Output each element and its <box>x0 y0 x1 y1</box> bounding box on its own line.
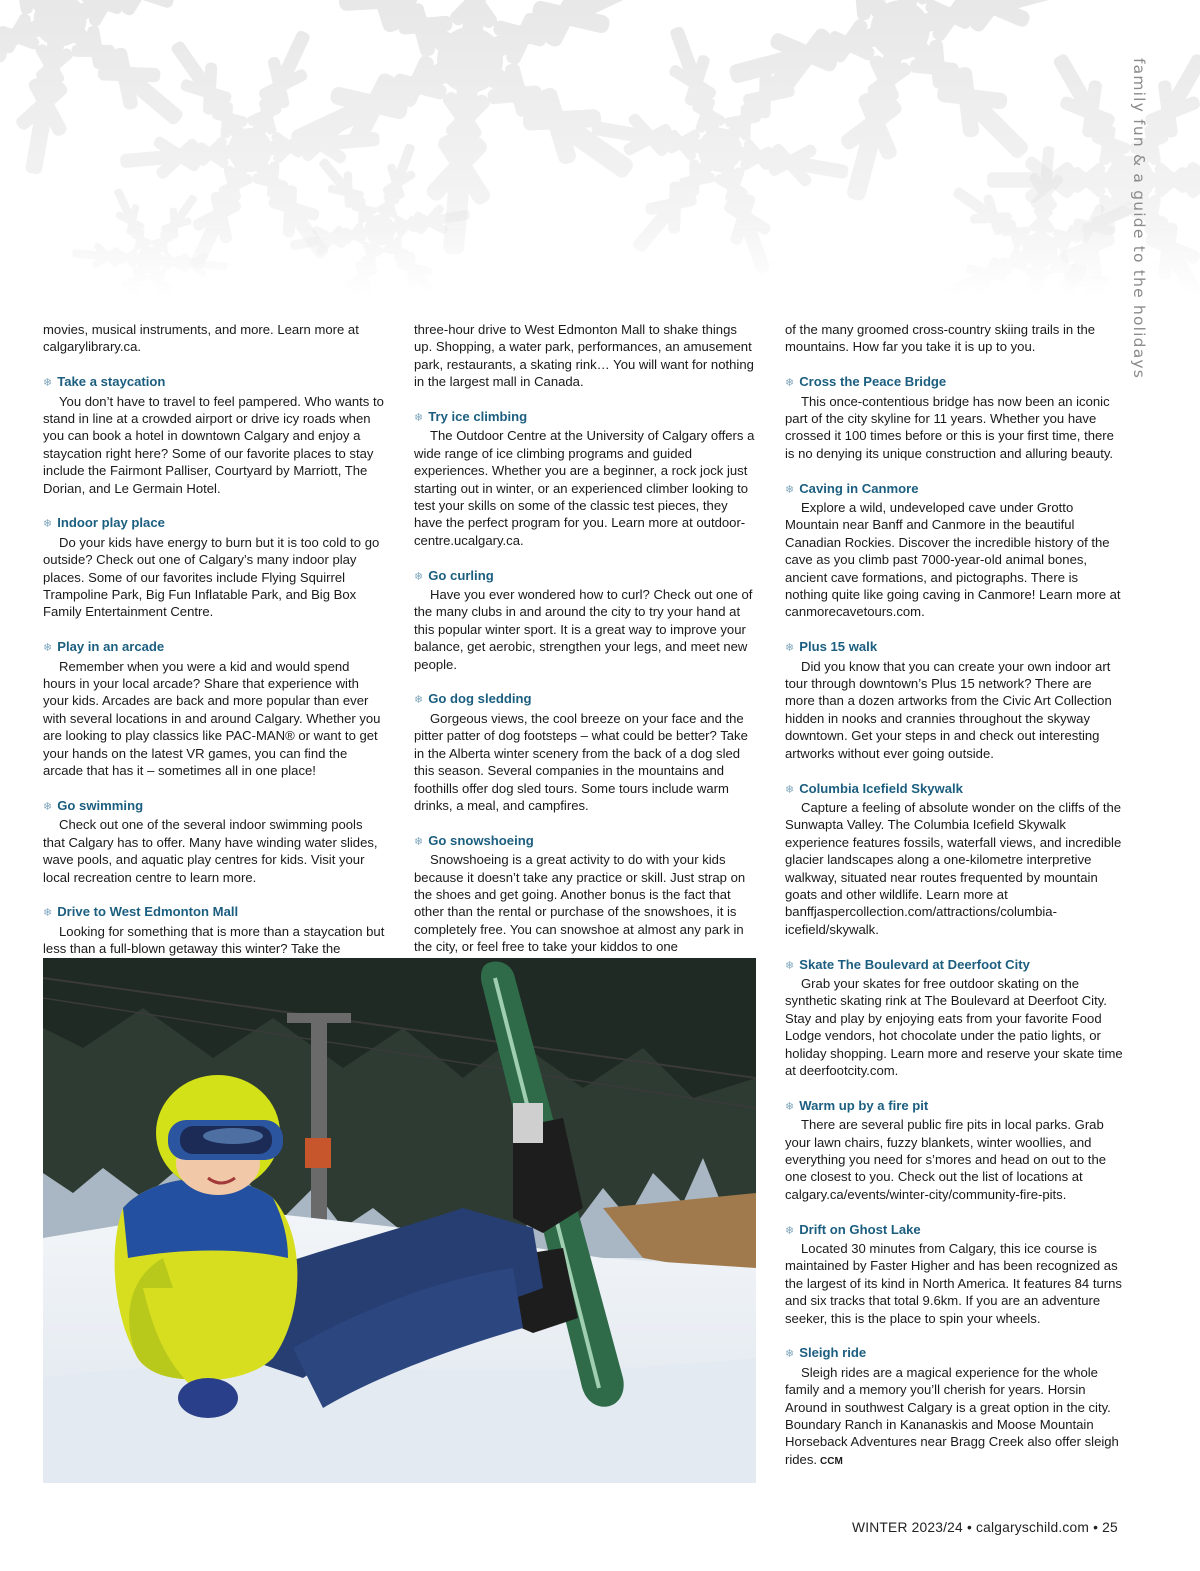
snowflake-icon: ❄ <box>785 642 795 655</box>
section-body: The Outdoor Centre at the University of Calgary offers a wide range of ice climbing programs and guided experiences. Whether you are a beginner, a rock jock just starting out in winter, or an experienced climber looking to test your skills on some of the classic test pieces, they have the perfect program for you. Learn more at outdoor-centre.ucalgary.ca. <box>414 428 755 548</box>
column-lead: of the many groomed cross-country skiing trails in the mountains. How far you take it is up to you. <box>785 322 1096 355</box>
snowboard-kid-photo <box>43 958 756 1483</box>
column-lead: three-hour drive to West Edmonton Mall to shake things up. Shopping, a water park, performances, an amusement park, restaurants, a skating rink… You will want for nothing in the largest mall in Canada. <box>414 322 754 390</box>
section-play-in-an-arcade <box>43 638 385 779</box>
snowflake-icon: ❄ <box>785 1224 795 1237</box>
snowflake-icon: ❄ <box>43 907 53 920</box>
section-drift-on-ghost-lake <box>785 1221 1123 1327</box>
snowflake-icon: ❄ <box>785 377 795 390</box>
section-go-swimming <box>43 797 385 886</box>
snowflake-icon: ❄ <box>43 377 53 390</box>
section-go-dog-sledding <box>414 690 756 814</box>
section-title: Sleigh ride <box>799 1345 867 1361</box>
section-title: Go dog sledding <box>428 691 532 707</box>
text-column-2 <box>414 321 756 956</box>
section-body: This once-contentious bridge has now been an iconic part of the city skyline for 11 years. Whether you have crossed it 100 times before or this is your first time, there is no denying its unique construction and alluring beauty. <box>785 393 1114 461</box>
section-title: Try ice climbing <box>428 409 528 425</box>
snowflake-icon: ❄ <box>414 694 424 707</box>
section-body: Did you know that you can create your own indoor art tour through downtown’s Plus 15 network? There are more than a dozen artworks from the Civic Art Collection hidden in nooks and crannies throughout the skyway downtown. Get your steps in and check out interesting artworks without ever going outside. <box>785 658 1112 761</box>
section-title: Drift on Ghost Lake <box>799 1221 921 1237</box>
section-try-ice-climbing <box>414 408 756 549</box>
section-title: Go snowshoeing <box>428 832 534 848</box>
snowflake-icon: ❄ <box>785 959 795 972</box>
section-title: Plus 15 walk <box>799 639 878 655</box>
page-footer: WINTER 2023/24 • calgaryschild.com • 25 <box>852 1520 1118 1535</box>
section-body: Capture a feeling of absolute wonder on the cliffs of the Sunwapta Valley. The Columbia Icefield Skywalk experience features fossils, waterfall views, and incredible glacier landscapes along a one-kilometre interpretive walkway, situated near routes frequented by mountain goats and other wildlife. Learn more at banffjaspercollection.com/attractions/columbia-icefield/skywalk. <box>785 799 1122 937</box>
snowflake-icon: ❄ <box>43 518 53 531</box>
section-title: Indoor play place <box>57 515 165 531</box>
section-title: Play in an arcade <box>57 639 165 655</box>
section-indoor-play-place <box>43 514 385 620</box>
snowflake-icon: ❄ <box>785 1348 795 1361</box>
section-title: Warm up by a fire pit <box>799 1097 929 1113</box>
snowflake-icon: ❄ <box>785 783 795 796</box>
section-title: Columbia Icefield Skywalk <box>799 780 963 796</box>
snowflake-banner <box>0 0 1200 300</box>
section-title: Cross the Peace Bridge <box>799 374 947 390</box>
section-body: Snowshoeing is a great activity to do with your kids because it doesn’t take any practice or skill. Just strap on the shoes and get going. Another bonus is the fact that other than the rental or purchase of the snowshoes, it is completely free. You can snowshoe at almost any park in the city, or feel free to take your kiddos to one <box>414 852 746 955</box>
column-lead: movies, musical instruments, and more. Learn more at calgarylibrary.ca. <box>43 322 359 355</box>
text-column-1 <box>43 321 385 958</box>
section-go-curling <box>414 567 756 673</box>
section-body: There are several public fire pits in local parks. Grab your lawn chairs, fuzzy blankets, winter woollies, and everything you need for s’mores and head on out to the one closest to you. Check out the list of locations at calgary.ca/events/winter-city/community-fire-pits. <box>785 1117 1107 1202</box>
section-go-snowshoeing <box>414 832 756 956</box>
section-take-a-staycation <box>43 373 385 497</box>
section-title: Caving in Canmore <box>799 480 919 496</box>
section-body: Have you ever wondered how to curl? Check out one of the many clubs in and around the city to try your hand at this popular winter sport. It is a great way to improve your balance, get aerobic, strengthen your legs, and meet new people. <box>414 587 753 672</box>
section-plus-15-walk <box>785 638 1123 762</box>
section-body: Sleigh rides are a magical experience for the whole family and a memory you’ll cherish for years. Horsin Around in southwest Calgary is a great option in the city. Boundary Ranch in Kananaskis and Moose Mountain Horseback Adventures near Bragg Creek also offer sleigh rides. <box>785 1364 1119 1467</box>
section-drive-to-west-edmonton-mall <box>43 903 385 957</box>
snowflake-icon: ❄ <box>414 570 424 583</box>
snowflake-icon: ❄ <box>43 642 53 655</box>
section-body: Gorgeous views, the cool breeze on your face and the pitter patter of dog footsteps – what could be better? Take in the Alberta winter scenery from the back of a dog sled this season. Several companies in the mountains and foothills offer dog sled tours. Some tours include warm drinks, a meal, and campfires. <box>414 710 748 813</box>
snowflake-icon: ❄ <box>414 835 424 848</box>
section-cross-the-peace-bridge <box>785 373 1123 462</box>
snowflake-icon: ❄ <box>414 412 424 425</box>
author-signature: CCM <box>820 1455 843 1467</box>
snowflake-icon: ❄ <box>785 483 795 496</box>
snowflake-icon: ❄ <box>785 1100 795 1113</box>
section-side-title: family fun & a guide to the holidays <box>1130 58 1148 380</box>
section-body: You don’t have to travel to feel pampered. Who wants to stand in line at a crowded airport or drive icy roads when you can book a hotel in downtown Calgary and enjoy a staycation right here? Some of our favorite places to stay include the Fairmont Palliser, Courtyard by Marriott, The Dorian, and Le Germain Hotel. <box>43 393 384 496</box>
section-body: Explore a wild, undeveloped cave under Grotto Mountain near Banff and Canmore in the beautiful Canadian Rockies. Discover the incredible history of the cave as you climb past 7000-year-old animal bones, ancient cave formations, and pictographs. There is nothing quite like going caving in Canmore! Learn more at canmorecavetours.com. <box>785 500 1121 620</box>
section-sleigh-ride <box>785 1344 1123 1470</box>
section-caving-in-canmore <box>785 480 1123 621</box>
section-body: Do your kids have energy to burn but it is too cold to go outside? Check out one of Calgary’s many indoor play places. Some of our favorites include Flying Squirrel Trampoline Park, Big Fun Inflatable Park, and Big Box Family Entertainment Centre. <box>43 534 380 620</box>
section-body: Check out one of the several indoor swimming pools that Calgary has to offer. Many have winding water slides, wave pools, and aquatic play centres for kids. Visit your local recreation centre to learn more. <box>43 817 378 885</box>
section-skate-the-boulevard <box>785 956 1123 1080</box>
text-column-3 <box>785 321 1123 1470</box>
section-columbia-icefield-skywalk <box>785 780 1123 939</box>
section-title: Skate The Boulevard at Deerfoot City <box>799 956 1030 972</box>
section-title: Go curling <box>428 567 494 583</box>
section-title: Go swimming <box>57 797 144 813</box>
snowflake-icon: ❄ <box>43 800 53 813</box>
section-title: Take a staycation <box>57 374 166 390</box>
section-body: Looking for something that is more than a staycation but less than a full-blown getaway this winter? Take the <box>43 923 385 957</box>
section-body: Grab your skates for free outdoor skating on the synthetic skating rink at The Boulevard at Deerfoot City. Stay and play by enjoying eats from your favorite Food Lodge vendors, hot chocolate under the patio lights, or holiday shopping. Learn more and reserve your skate time at deerfootcity.com. <box>785 975 1123 1078</box>
section-body: Remember when you were a kid and would spend hours in your local arcade? Share that experience with your kids. Arcades are back and more popular than ever with several locations in and around Calgary. Whether you are looking to play classics like PAC-MAN® or want to get your hands on the latest VR games, you can find the arcade that has it – sometimes all in one place! <box>43 658 381 779</box>
section-title: Drive to West Edmonton Mall <box>57 904 239 920</box>
section-warm-up-by-a-fire-pit <box>785 1097 1123 1203</box>
section-body: Located 30 minutes from Calgary, this ice course is maintained by Faster Higher and has been recognized as the largest of its kind in North America. It features 84 turns and six tracks that total 9.6km. If you are an adventure seeker, this is the place to spin your wheels. <box>785 1241 1122 1326</box>
